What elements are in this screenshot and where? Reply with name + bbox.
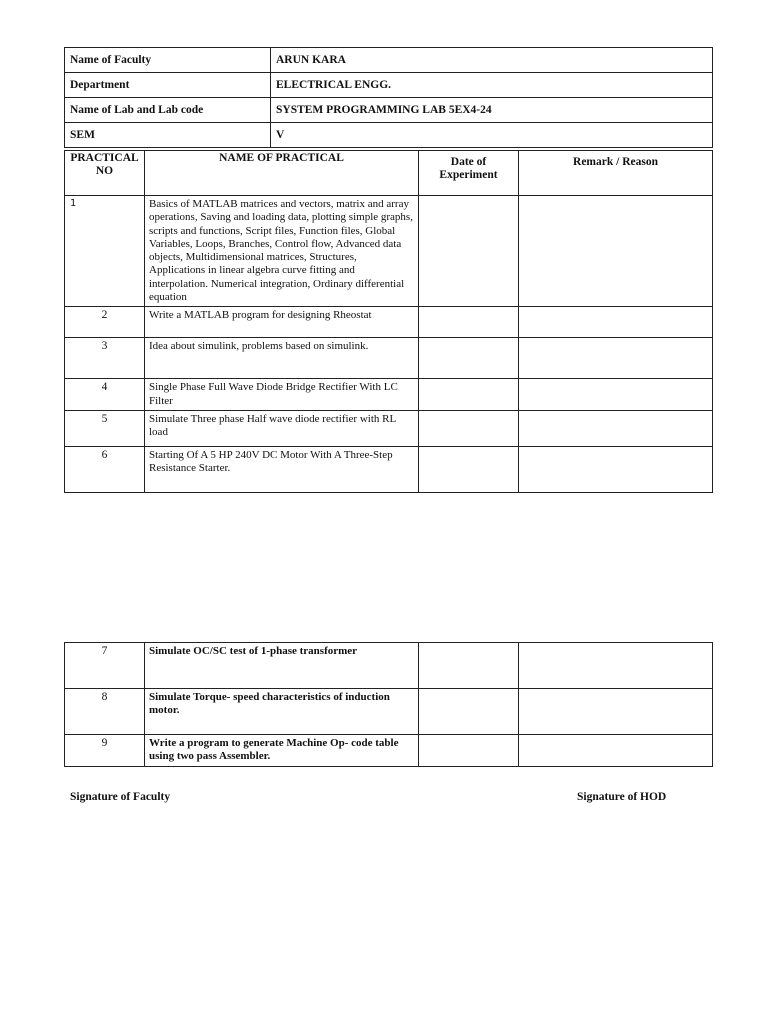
department-label: Department [65,73,271,98]
practical-no: 3 [65,338,145,379]
practical-no: 8 [65,689,145,735]
practical-name: Write a program to generate Machine Op- code table using two pass Assembler. [145,735,419,767]
remark-cell[interactable] [519,689,713,735]
practical-no: 6 [65,446,145,492]
practicals-header-row [65,151,713,196]
col-date-line2: Experiment [439,169,498,181]
remark-cell[interactable] [519,410,713,446]
remark-cell[interactable] [519,338,713,379]
remark-cell[interactable] [519,643,713,689]
practical-name: Write a MATLAB program for designing Rheostat [145,307,419,338]
practical-name: Idea about simulink, problems based on simulink. [145,338,419,379]
lab-value: SYSTEM PROGRAMMING LAB 5EX4-24 [271,98,713,123]
table-row [65,446,713,492]
table-row [65,689,713,735]
practical-name: Starting Of A 5 HP 240V DC Motor With A Three-Step Resistance Starter. [145,446,419,492]
faculty-label: Name of Faculty [65,48,271,73]
lab-row [65,98,713,123]
col-date [419,151,519,196]
date-cell[interactable] [419,196,519,307]
faculty-value: ARUN KARA [271,48,713,73]
remark-cell[interactable] [519,307,713,338]
sem-value: V [271,123,713,148]
practical-no: 2 [65,307,145,338]
department-value: ELECTRICAL ENGG. [271,73,713,98]
table-row [65,338,713,379]
practical-no: 5 [65,410,145,446]
header-table [64,47,713,148]
date-cell[interactable] [419,410,519,446]
date-cell[interactable] [419,446,519,492]
remark-cell[interactable] [519,196,713,307]
table-row [65,379,713,411]
table-row [65,643,713,689]
date-cell[interactable] [419,379,519,411]
col-practical-no-line2: NO [95,165,114,177]
lab-label: Name of Lab and Lab code [65,98,271,123]
date-cell[interactable] [419,307,519,338]
date-cell[interactable] [419,735,519,767]
col-date-line1: Date of [450,156,487,168]
practical-name: Simulate Torque- speed characteristics of induction motor. [145,689,419,735]
col-name-of-practical: NAME OF PRACTICAL [145,151,419,196]
remark-cell[interactable] [519,446,713,492]
table-row [65,196,713,307]
sem-label: SEM [65,123,271,148]
table-row [65,307,713,338]
col-practical-no [65,151,145,196]
practical-no: 9 [65,735,145,767]
sem-row [65,123,713,148]
practical-no: 1 [65,196,145,307]
practicals-table-2 [64,642,713,767]
col-practical-no-line1: PRACTICAL [70,152,139,164]
practicals-table [64,150,713,493]
practical-no: 4 [65,379,145,411]
practical-name: Simulate Three phase Half wave diode rectifier with RL load [145,410,419,446]
table-row [65,735,713,767]
date-cell[interactable] [419,643,519,689]
date-cell[interactable] [419,689,519,735]
practical-no: 7 [65,643,145,689]
practical-name: Simulate OC/SC test of 1-phase transformer [145,643,419,689]
practical-name: Basics of MATLAB matrices and vectors, matrix and array operations, Saving and loading data, plotting simple graphs, scripts and functions, Script files, Function files, Global Variables, Loops, Branches, Control flow, Advanced data objects, Multidimensional matrices, Structures, Applications in linear algebra curve fitting and interpolation. Numerical integration, Ordinary differential equation [145,196,419,307]
faculty-row [65,48,713,73]
col-remark: Remark / Reason [519,151,713,196]
department-row [65,73,713,98]
remark-cell[interactable] [519,735,713,767]
remark-cell[interactable] [519,379,713,411]
date-cell[interactable] [419,338,519,379]
signature-faculty: Signature of Faculty [70,791,171,803]
signature-hod: Signature of HOD [577,791,667,803]
table-row [65,410,713,446]
practical-name: Single Phase Full Wave Diode Bridge Rectifier With LC Filter [145,379,419,411]
